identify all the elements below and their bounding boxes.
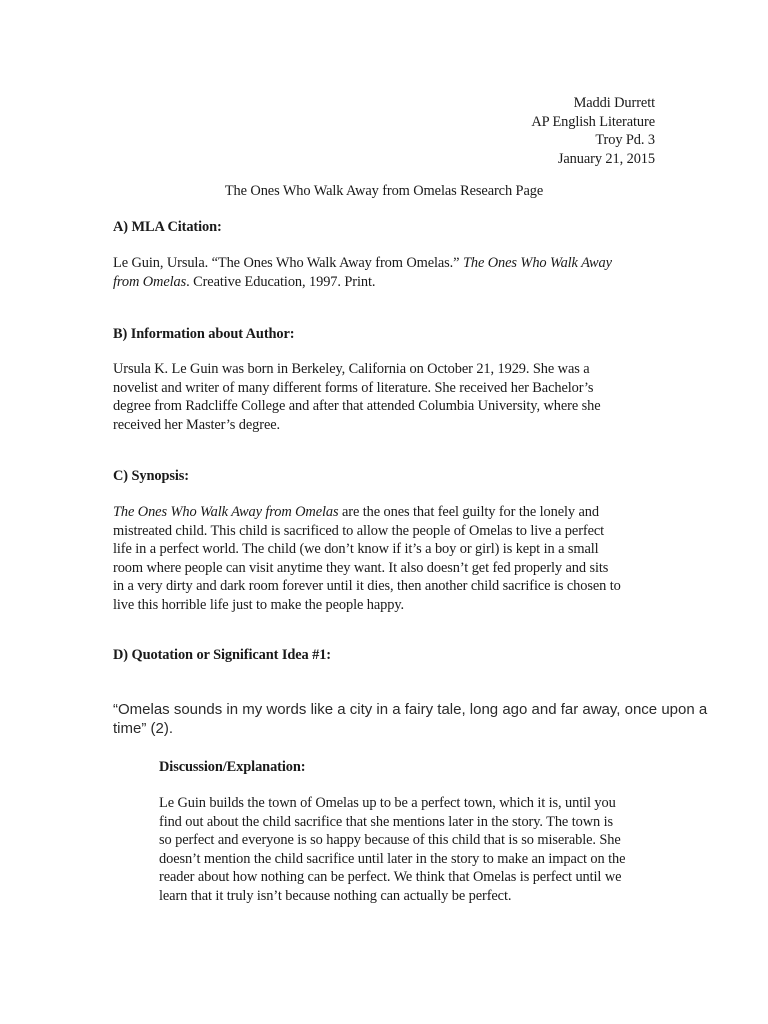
author-info-line: novelist and writer of many different forms of literature. She received her Bachelor’s <box>113 379 594 396</box>
quotation-heading: D) Quotation or Significant Idea #1: <box>113 647 332 663</box>
header-block <box>531 94 655 168</box>
citation-author-title: Le Guin, Ursula. “The Ones Who Walk Away from Omelas.” <box>113 255 463 271</box>
author-info-line: received her Master’s degree. <box>113 416 281 433</box>
discussion-paragraph <box>159 794 625 906</box>
author-info-heading: B) Information about Author: <box>113 326 295 342</box>
quotation-text <box>113 700 707 738</box>
synopsis-line: in a very dirty and dark room forever until it dies, then another child sacrifice is chosen to <box>113 578 621 595</box>
class-period: Troy Pd. 3 <box>595 132 655 149</box>
author-info-line: Ursula K. Le Guin was born in Berkeley, California on October 21, 1929. She was a <box>113 361 590 377</box>
citation-line-1 <box>113 254 658 273</box>
synopsis-line: room where people can visit anytime they want. It also doesn’t get fed properly and sits <box>113 559 609 576</box>
citation-line-2 <box>113 273 658 292</box>
discussion-line: doesn’t mention the child sacrifice until later in the story to make an impact on the <box>159 850 626 867</box>
synopsis-line <box>113 503 658 522</box>
discussion-line: Le Guin builds the town of Omelas up to be a perfect town, which it is, until you <box>159 795 616 811</box>
citation-book-title-part-1: The Ones Who Walk Away <box>462 255 612 271</box>
synopsis-line: live this horrible life just to make the people happy. <box>113 596 404 613</box>
discussion-line: find out about the child sacrifice that she mentions later in the story. The town is <box>159 813 613 830</box>
author-info-line: degree from Radcliffe College and after that attended Columbia University, where she <box>113 398 601 415</box>
synopsis-heading: C) Synopsis: <box>113 468 189 484</box>
quotation-line: time” (2). <box>113 720 173 737</box>
page-title: The Ones Who Walk Away from Omelas Research Page <box>224 183 544 199</box>
discussion-line: so perfect and everyone is so happy because of this child that is so miserable. She <box>159 832 621 849</box>
document-date: January 21, 2015 <box>557 150 655 167</box>
quotation-line: “Omelas sounds in my words like a city in a fairy tale, long ago and far away, once upon a <box>113 701 708 718</box>
citation-book-title-part-2: from Omelas <box>113 273 187 290</box>
discussion-line: learn that it truly isn’t because nothing can actually be perfect. <box>159 887 512 904</box>
synopsis-line: life in a perfect world. The child (we don’t know if it’s a boy or girl) is kept in a small <box>113 541 599 558</box>
author-name: Maddi Durrett <box>573 95 655 111</box>
citation-paragraph <box>113 254 658 291</box>
synopsis-line-1-text: are the ones that feel guilty for the lonely and <box>338 504 599 520</box>
synopsis-story-title: The Ones Who Walk Away from Omelas <box>113 504 339 520</box>
synopsis-line: mistreated child. This child is sacrificed to allow the people of Omelas to live a perfect <box>113 522 605 539</box>
citation-publisher: . Creative Education, 1997. Print. <box>186 273 376 290</box>
synopsis-paragraph <box>113 503 658 615</box>
citation-heading: A) MLA Citation: <box>113 219 222 235</box>
discussion-heading: Discussion/Explanation: <box>159 759 306 775</box>
author-info-paragraph <box>113 360 658 434</box>
discussion-line: reader about how nothing can be perfect. We think that Omelas is perfect until we <box>159 869 622 886</box>
course-name: AP English Literature <box>531 113 655 130</box>
